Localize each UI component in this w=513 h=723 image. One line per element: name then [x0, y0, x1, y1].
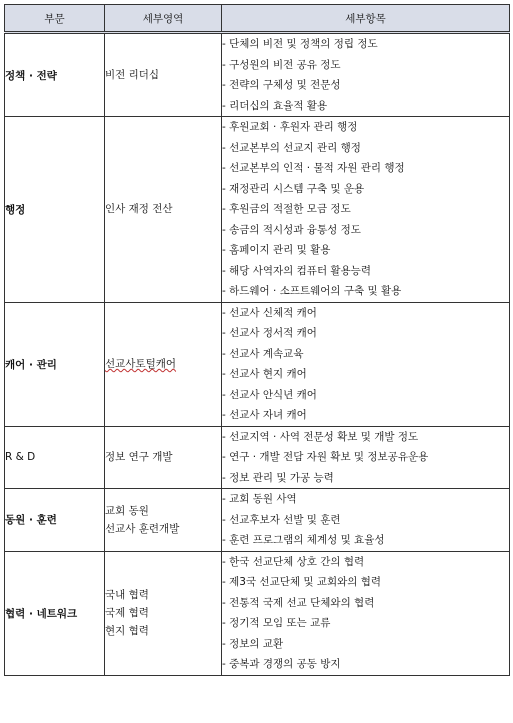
header-items: 세부항목	[222, 5, 510, 33]
list-item: - 선교본부의 선교지 관리 행정	[222, 141, 361, 154]
list-item: - 선교사 신체적 캐어	[222, 306, 317, 319]
items-cell	[222, 117, 510, 303]
list-item: - 교회 동원 사역	[222, 493, 297, 505]
list-item: - 선교사 정서적 캐어	[222, 327, 317, 339]
item-list	[222, 552, 509, 675]
category-cell: R & D	[5, 426, 105, 489]
item-list	[222, 427, 509, 489]
area-label: 인사 재정 전산	[105, 203, 173, 216]
list-item: - 선교지역 · 사역 전문성 확보 및 개발 정도	[222, 430, 419, 443]
table-row	[5, 551, 510, 675]
list-item: - 홈페이지 관리 및 활용	[222, 244, 331, 256]
category-cell: 정책 · 전략	[5, 33, 105, 117]
list-item: - 중복과 경쟁의 공동 방지	[222, 658, 341, 670]
list-item: - 훈련 프로그램의 체계성 및 효율성	[222, 534, 385, 546]
items-cell	[222, 302, 510, 426]
list-item: - 정보 관리 및 가공 능력	[222, 471, 334, 484]
list-item: - 하드웨어 · 소프트웨어의 구축 및 활용	[222, 285, 402, 297]
list-item: - 선교본부의 인적 · 물적 자원 관리 행정	[222, 162, 405, 174]
evaluation-table	[4, 4, 510, 676]
area-cell	[105, 117, 222, 303]
list-item: - 후원교회 · 후원자 관리 행정	[222, 121, 358, 133]
list-item: - 제3국 선교단체 및 교회와의 협력	[222, 576, 382, 588]
area-cell	[105, 426, 222, 489]
items-cell	[222, 551, 510, 675]
item-list	[222, 489, 509, 551]
category-cell: 행정	[5, 117, 105, 303]
category-cell: 협력 · 네트워크	[5, 551, 105, 675]
list-item: - 단체의 비전 및 정책의 정립 정도	[222, 38, 378, 50]
list-item: - 전통적 국제 선교 단체와의 협력	[222, 596, 375, 609]
area-label: 현지 협력	[105, 625, 149, 637]
item-list	[222, 34, 509, 116]
list-item: - 리더십의 효율적 활용	[222, 99, 328, 112]
item-list	[222, 117, 509, 302]
list-item: - 선교사 자녀 캐어	[222, 409, 307, 421]
table-row	[5, 426, 510, 489]
list-item: - 선교사 현지 캐어	[222, 368, 307, 380]
table-row	[5, 117, 510, 303]
list-item: - 선교사 계속교육	[222, 347, 304, 360]
area-label: 비전 리더십	[105, 69, 160, 81]
area-label: 선교사토털캐어	[105, 358, 177, 370]
area-cell	[105, 489, 222, 552]
list-item: - 정보의 교환	[222, 637, 284, 650]
list-item: - 구성원의 비전 공유 정도	[222, 58, 341, 71]
list-item: - 해당 사역자의 컴퓨터 활용능력	[222, 264, 371, 277]
items-cell	[222, 426, 510, 489]
list-item: - 선교후보자 선발 및 훈련	[222, 513, 341, 526]
area-label: 교회 동원	[105, 504, 149, 517]
category-cell: 캐어 · 관리	[5, 302, 105, 426]
item-list	[222, 303, 509, 426]
table-row	[5, 489, 510, 552]
category-cell: 동원 · 훈련	[5, 489, 105, 552]
header-category: 부문	[5, 5, 105, 33]
area-label: 선교사 훈련개발	[105, 522, 180, 535]
area-cell	[105, 33, 222, 117]
table-header-row	[5, 5, 510, 33]
area-cell	[105, 551, 222, 675]
table-row	[5, 33, 510, 117]
list-item: - 한국 선교단체 상호 간의 협력	[222, 555, 365, 568]
list-item: - 연구 · 개발 전담 자원 확보 및 정보공유운용	[222, 451, 429, 463]
list-item: - 재정관리 시스템 구축 및 운용	[222, 182, 365, 195]
table-row	[5, 302, 510, 426]
items-cell	[222, 33, 510, 117]
area-label: 국제 협력	[105, 607, 149, 619]
list-item: - 전략의 구체성 및 전문성	[222, 79, 341, 91]
list-item: - 정기적 모임 또는 교류	[222, 617, 331, 629]
list-item: - 선교사 안식년 캐어	[222, 388, 317, 401]
list-item: - 송금의 적시성과 융통성 정도	[222, 223, 361, 236]
items-cell	[222, 489, 510, 552]
area-cell	[105, 302, 222, 426]
header-area: 세부영역	[105, 5, 222, 33]
area-label: 국내 협력	[105, 589, 149, 601]
list-item: - 후원금의 적절한 모금 정도	[222, 203, 351, 215]
area-label: 정보 연구 개발	[105, 451, 173, 464]
